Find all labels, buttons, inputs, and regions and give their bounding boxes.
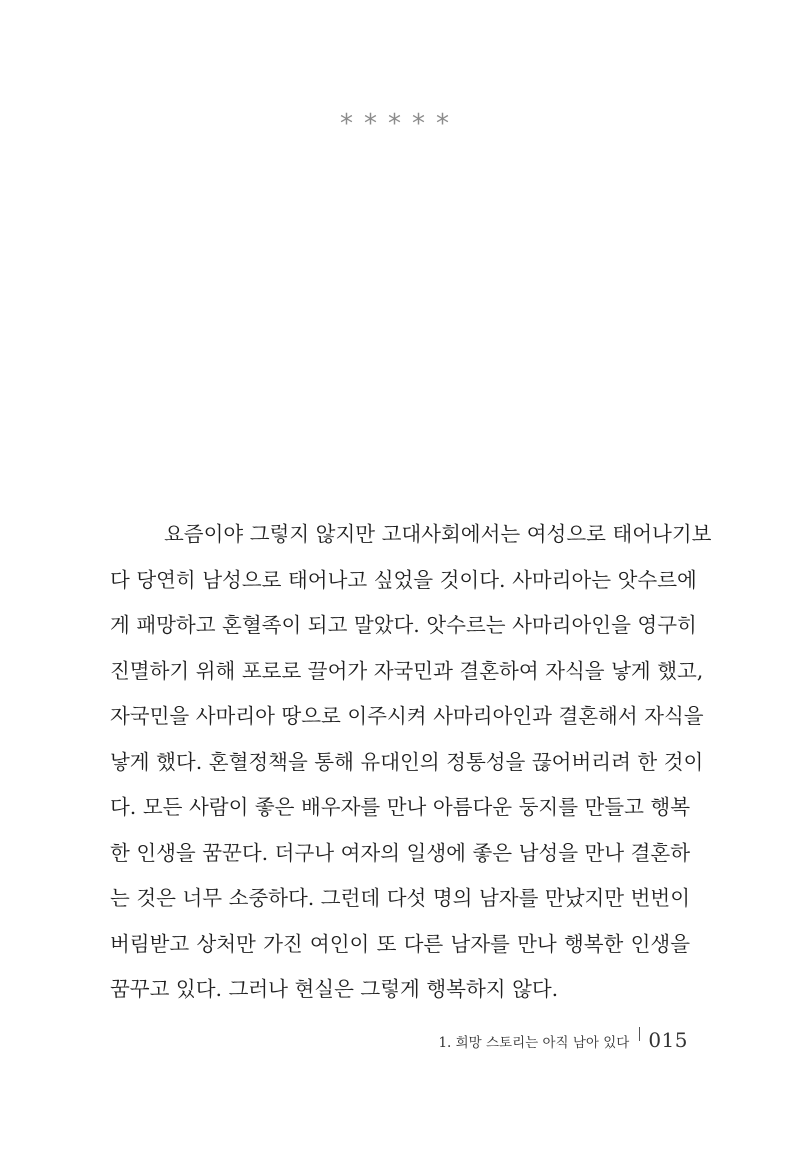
body-line: 한 인생을 꿈꾼다. 더구나 여자의 일생에 좋은 남성을 만나 결혼하 <box>110 840 691 865</box>
page-number: 015 <box>648 1028 688 1052</box>
body-line: 게 패망하고 혼혈족이 되고 말았다. 앗수르는 사마리아인을 영구히 <box>110 613 697 637</box>
body-line: 진멸하기 위해 포로로 끌어가 자국민과 결혼하여 자식을 낳게 했고, <box>110 658 704 683</box>
body-line: 자국민을 사마리아 땅으로 이주시켜 사마리아인과 결혼해서 자식을 <box>110 704 704 728</box>
star-ornament-icon: * <box>364 109 394 139</box>
ornament-stars <box>0 104 800 144</box>
body-line: 는 것은 너무 소중하다. 그런데 다섯 명의 남자를 만났지만 번번이 <box>110 886 691 910</box>
body-line: 꿈꾸고 있다. 그러나 현실은 그렇게 행복하지 않다. <box>110 977 559 1001</box>
body-line: 다. 모든 사람이 좋은 배우자를 만나 아름다운 둥지를 만들고 행복 <box>110 795 691 819</box>
body-line: 버림받고 상처만 가진 여인이 또 다른 남자를 만나 행복한 인생을 <box>110 931 690 956</box>
running-chapter-title: 1. 희망 스토리는 아직 남아 있다 <box>438 1035 630 1051</box>
star-ornament-icon: * <box>388 109 418 139</box>
body-line: 다 당연히 남성으로 태어나고 싶었을 것이다. 사마리아는 앗수르에 <box>110 567 697 592</box>
body-line: 낳게 했다. 혼혈정책을 통해 유대인의 정통성을 끊어버리려 한 것이 <box>110 749 704 774</box>
star-ornament-icon: * <box>412 109 442 139</box>
star-ornament-icon: * <box>436 109 466 139</box>
star-ornament-icon: * <box>340 109 370 139</box>
body-line: 요즘이야 그렇지 않지만 고대사회에서는 여성으로 태어나기보 <box>164 522 712 546</box>
body-paragraph <box>110 512 712 1013</box>
footer-divider <box>639 1027 640 1041</box>
page-footer <box>438 1028 688 1052</box>
